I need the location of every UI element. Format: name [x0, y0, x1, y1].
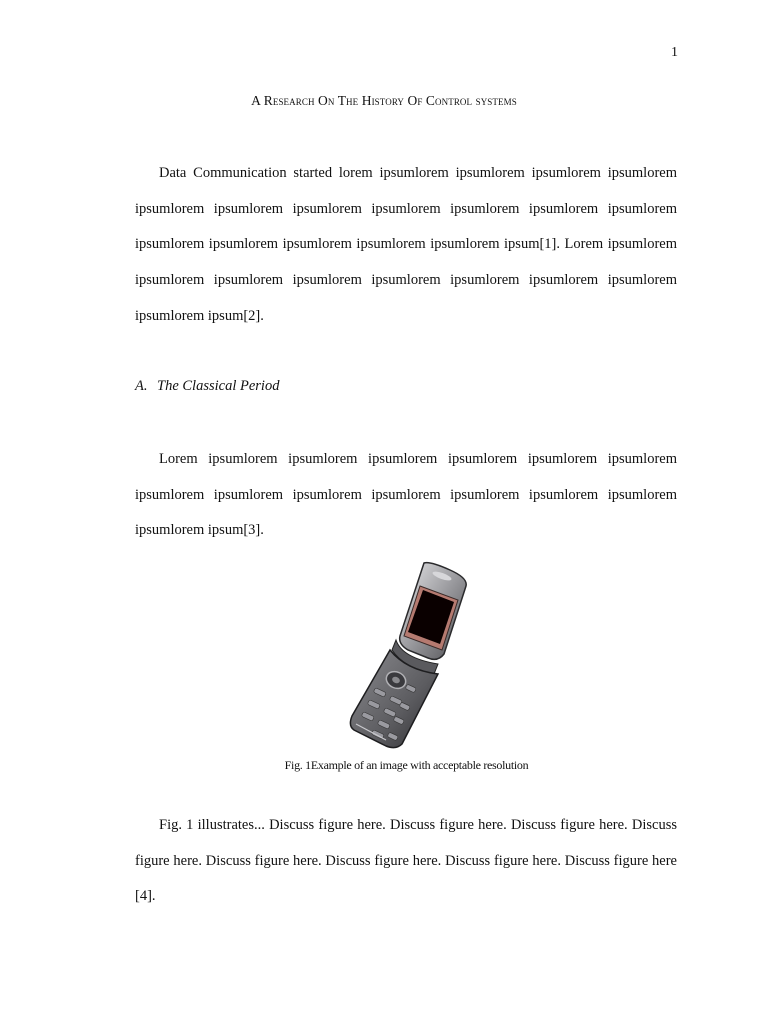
section-heading-text: The Classical Period — [157, 378, 280, 394]
page-title: A Research On The History Of Control systems — [251, 93, 517, 108]
page-number: 1 — [671, 45, 678, 60]
classical-paragraph: Lorem ipsumlorem ipsumlorem ipsumlorem ipsumlorem ipsumlorem ipsumlorem ipsumlorem ipsumlorem ipsumlorem ipsumlorem ipsumlorem ipsumlorem ipsumlorem ipsumlorem ipsum[3]. — [135, 451, 677, 539]
flip-phone-icon — [346, 558, 472, 750]
figure-caption: Fig. 1Example of an image with acceptable resolution — [284, 758, 529, 772]
intro-paragraph: Data Communication started lorem ipsumlorem ipsumlorem ipsumlorem ipsumlorem ipsumlorem ipsumlorem ipsumlorem ipsumlorem ipsumlorem ipsumlorem ipsumlorem ipsumlorem ipsumlorem ipsumlorem ipsumlorem ipsumlorem ipsum[1]. Lorem ipsumlorem ipsumlorem ipsumlorem ipsumlorem ipsumlorem ipsumlorem ipsumlorem ipsumlorem ipsumlorem ipsum[2]. — [135, 165, 677, 324]
section-heading — [135, 378, 279, 395]
discussion-paragraph: Fig. 1 illustrates... Discuss figure here. Discuss figure here. Discuss figure here. Discuss figure here. Discuss figure here. Discuss figure here. Discuss figure here. Discuss figure here [4]. — [135, 817, 677, 905]
section-heading-number: A. — [135, 378, 148, 394]
figure-image — [346, 558, 472, 750]
